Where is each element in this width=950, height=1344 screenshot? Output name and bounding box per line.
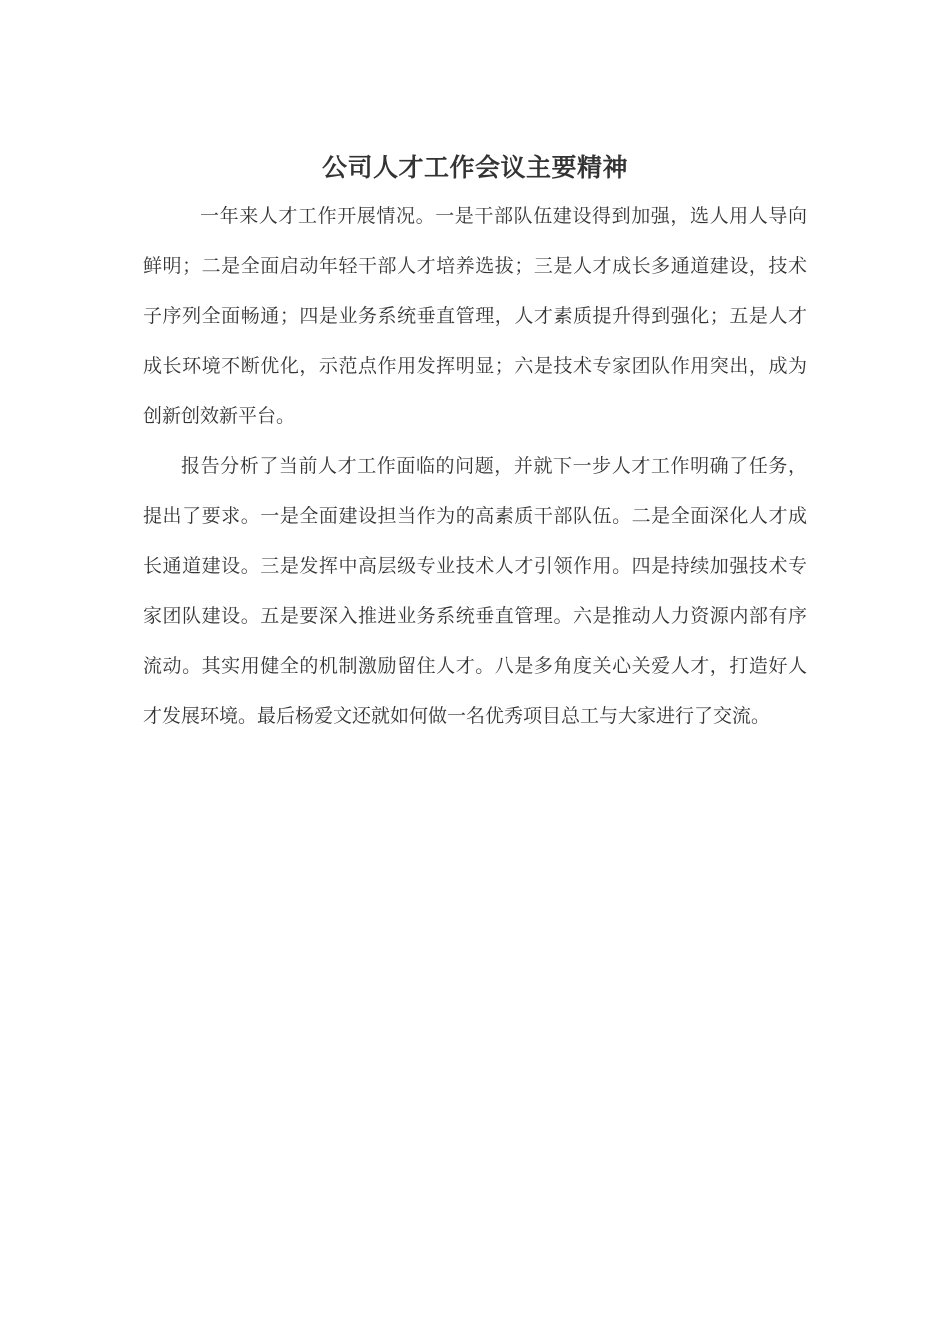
paragraph-work-review: 一年来人才工作开展情况。一是干部队伍建设得到加强，选人用人导向鲜明；二是全面启动年轻干部人才培养选拔；三是人才成长多通道建设，技术子序列全面畅通；四是业务系统垂直管理，人才素质提升得到强化；五是人才成长环境不断优化，示范点作用发挥明显；六是技术专家团队作用突出，成为创新创效新平台。 <box>143 205 807 427</box>
document-body <box>143 191 807 741</box>
paragraph-next-steps: 报告分析了当前人才工作面临的问题，并就下一步人才工作明确了任务，提出了要求。一是全面建设担当作为的高素质干部队伍。二是全面深化人才成长通道建设。三是发挥中高层级专业技术人才引领作用。四是持续加强技术专家团队建设。五是要深入推进业务系统垂直管理。六是推动人力资源内部有序流动。其实用健全的机制激励留住人才。八是多角度关心关爱人才，打造好人才发展环境。最后杨爱文还就如何做一名优秀项目总工与大家进行了交流。 <box>143 455 807 727</box>
document-title: 公司人才工作会议主要精神 <box>321 152 628 182</box>
